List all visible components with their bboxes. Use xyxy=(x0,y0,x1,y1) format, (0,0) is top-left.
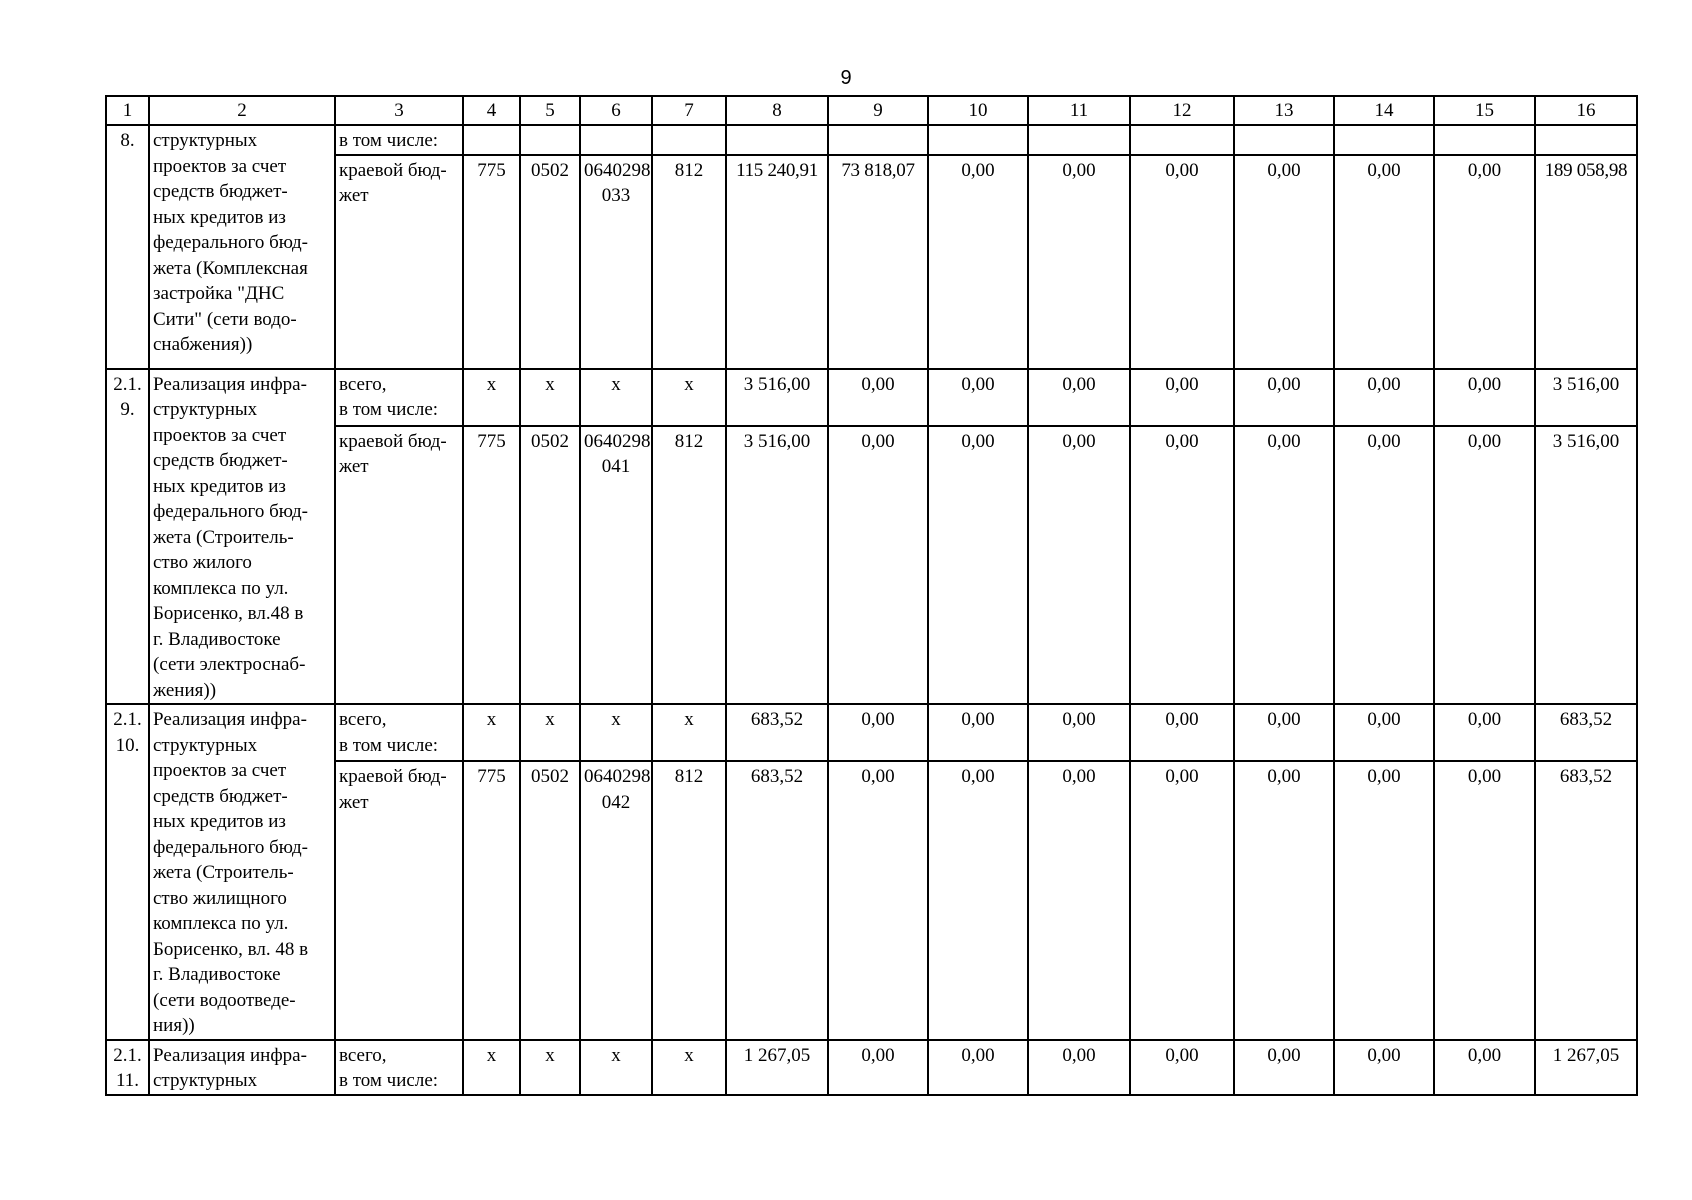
description-line: ство жилищного xyxy=(153,887,287,909)
table-row xyxy=(106,704,1637,761)
column-number-cell: 3 xyxy=(335,96,463,125)
empty-cell xyxy=(828,125,928,155)
table-row xyxy=(106,369,1637,426)
amount-cell: 683,52 xyxy=(726,704,828,761)
item-number-line: 10. xyxy=(115,734,140,756)
amount-cell: 0,00 xyxy=(1130,1040,1234,1095)
column-number-cell: 9 xyxy=(828,96,928,125)
description-line: жета (Строитель- xyxy=(153,526,294,548)
item-number-cell xyxy=(106,1040,149,1095)
vr-code-cell: 812 xyxy=(652,155,726,369)
amount-total-cell: 3 516,00 xyxy=(1535,369,1637,426)
amount-cell: 0,00 xyxy=(1334,426,1434,704)
empty-cell xyxy=(726,125,828,155)
csr-code-line: 033 xyxy=(601,185,631,206)
column-number-cell: 11 xyxy=(1028,96,1130,125)
description-line: Реализация инфра- xyxy=(153,1044,307,1066)
funding-source-cell xyxy=(335,704,463,761)
funding-source-line: краевой бюд- xyxy=(339,766,447,788)
amount-cell: 115 240,91 xyxy=(726,155,828,369)
description-line: застройка "ДНС xyxy=(153,283,285,304)
amount-cell: 0,00 xyxy=(1130,155,1234,369)
table-row xyxy=(106,426,1637,704)
vr-code-cell: x xyxy=(652,369,726,426)
column-number-cell: 2 xyxy=(149,96,335,125)
amount-cell: 0,00 xyxy=(828,704,928,761)
amount-cell: 0,00 xyxy=(1028,761,1130,1039)
description-line: проектов за счет xyxy=(153,424,287,446)
description-line: проектов за счет xyxy=(153,760,287,781)
column-number-cell: 5 xyxy=(520,96,580,125)
description-line: жета (Строитель- xyxy=(153,862,294,883)
column-number-cell: 14 xyxy=(1334,96,1434,125)
empty-cell xyxy=(580,125,652,155)
description-line: ных кредитов из xyxy=(153,811,286,832)
item-number-line: 2.1. xyxy=(113,709,142,730)
vr-code-cell: 812 xyxy=(652,761,726,1039)
funding-source-cell xyxy=(335,155,463,369)
funding-source-cell xyxy=(335,761,463,1039)
description-line: ния)) xyxy=(153,1015,195,1036)
amount-cell: 0,00 xyxy=(1434,1040,1535,1095)
empty-cell xyxy=(928,125,1028,155)
description-line: средств бюджет- xyxy=(153,181,288,202)
rzpr-code-cell: x xyxy=(520,369,580,426)
item-description-cell xyxy=(149,369,335,705)
description-line: структурных xyxy=(153,1070,258,1091)
column-number-cell: 4 xyxy=(463,96,520,125)
item-number-cell xyxy=(106,125,149,369)
amount-cell: 0,00 xyxy=(1028,426,1130,704)
description-line: ство жилого xyxy=(153,552,252,573)
empty-cell xyxy=(1130,125,1234,155)
item-number-line: 8. xyxy=(120,130,135,151)
amount-cell: 0,00 xyxy=(1434,426,1535,704)
amount-total-cell: 1 267,05 xyxy=(1535,1040,1637,1095)
column-number-cell: 8 xyxy=(726,96,828,125)
table-row xyxy=(106,155,1637,369)
vr-code-cell: x xyxy=(652,704,726,761)
funding-source-line: в том числе: xyxy=(339,1070,439,1091)
description-line: Борисенко, вл. 48 в xyxy=(153,938,309,960)
csr-code-line: 042 xyxy=(601,791,631,813)
empty-cell xyxy=(652,125,726,155)
empty-cell xyxy=(1535,125,1637,155)
grbs-code-cell: 775 xyxy=(463,426,520,704)
description-line: жения)) xyxy=(153,679,217,701)
amount-cell: 3 516,00 xyxy=(726,369,828,426)
vr-code-cell: 812 xyxy=(652,426,726,704)
empty-cell xyxy=(1028,125,1130,155)
description-line: проектов за счет xyxy=(153,155,287,177)
funding-source-line: краевой бюд- xyxy=(339,430,447,452)
description-line: Сити" (сети водо- xyxy=(153,308,297,330)
amount-cell: 0,00 xyxy=(928,761,1028,1039)
empty-cell xyxy=(1434,125,1535,155)
amount-total-cell: 683,52 xyxy=(1535,704,1637,761)
funding-source-line: всего, xyxy=(339,1044,387,1066)
description-line: Борисенко, вл.48 в xyxy=(153,603,304,624)
item-number-line: 2.1. xyxy=(113,373,142,395)
amount-cell: 0,00 xyxy=(928,155,1028,369)
csr-code-cell xyxy=(580,155,652,369)
funding-source-line: жет xyxy=(339,456,369,478)
description-line: г. Владивостоке xyxy=(153,964,281,985)
amount-cell: 0,00 xyxy=(1334,155,1434,369)
amount-cell: 1 267,05 xyxy=(726,1040,828,1095)
item-description-cell xyxy=(149,1040,335,1095)
item-description-cell xyxy=(149,704,335,1040)
page-number: 9 xyxy=(840,67,852,89)
column-number-cell: 6 xyxy=(580,96,652,125)
item-number-line: 9. xyxy=(120,399,135,420)
amount-cell: 0,00 xyxy=(1334,704,1434,761)
csr-code-line: 041 xyxy=(601,456,631,478)
grbs-code-cell: x xyxy=(463,369,520,426)
amount-cell: 0,00 xyxy=(1234,761,1334,1039)
table-row xyxy=(106,125,1637,155)
grbs-code-cell: x xyxy=(463,1040,520,1095)
column-number-cell: 7 xyxy=(652,96,726,125)
csr-code-cell: x xyxy=(580,704,652,761)
amount-cell: 0,00 xyxy=(1334,369,1434,426)
amount-cell: 3 516,00 xyxy=(726,426,828,704)
empty-cell xyxy=(1334,125,1434,155)
funding-source-line: в том числе: xyxy=(339,734,439,756)
amount-cell: 0,00 xyxy=(1130,761,1234,1039)
empty-cell xyxy=(1234,125,1334,155)
amount-total-cell: 189 058,98 xyxy=(1535,155,1637,369)
table-row xyxy=(106,1040,1637,1095)
amount-cell: 0,00 xyxy=(828,369,928,426)
amount-total-cell: 3 516,00 xyxy=(1535,426,1637,704)
rzpr-code-cell: 0502 xyxy=(520,761,580,1039)
item-number-line: 11. xyxy=(115,1070,140,1091)
amount-cell: 0,00 xyxy=(928,1040,1028,1095)
description-line: (сети электроснаб- xyxy=(153,654,306,675)
grbs-code-cell: 775 xyxy=(463,155,520,369)
csr-code-cell xyxy=(580,426,652,704)
amount-cell: 0,00 xyxy=(1130,426,1234,704)
item-number-cell xyxy=(106,369,149,705)
rzpr-code-cell: 0502 xyxy=(520,155,580,369)
amount-cell: 0,00 xyxy=(1028,1040,1130,1095)
empty-cell xyxy=(520,125,580,155)
description-line: жета (Комплексная xyxy=(153,257,308,279)
description-line: структурных xyxy=(153,399,258,420)
amount-cell: 0,00 xyxy=(1130,369,1234,426)
description-line: федерального бюд- xyxy=(153,836,308,858)
description-line: федерального бюд- xyxy=(153,232,308,253)
budget-table xyxy=(105,95,1638,1096)
description-line: (сети водоотведе- xyxy=(153,989,296,1011)
amount-cell: 0,00 xyxy=(1234,704,1334,761)
column-number-cell: 1 xyxy=(106,96,149,125)
item-description-cell xyxy=(149,125,335,369)
funding-source-cell xyxy=(335,1040,463,1095)
grbs-code-cell: x xyxy=(463,704,520,761)
column-number-cell: 12 xyxy=(1130,96,1234,125)
amount-cell: 0,00 xyxy=(1234,1040,1334,1095)
csr-code-cell: x xyxy=(580,369,652,426)
amount-cell: 0,00 xyxy=(1334,1040,1434,1095)
table-row xyxy=(106,761,1637,1039)
funding-source-cell xyxy=(335,125,463,155)
description-line: Реализация инфра- xyxy=(153,373,307,395)
amount-cell: 683,52 xyxy=(726,761,828,1039)
description-line: комплекса по ул. xyxy=(153,577,289,599)
amount-cell: 0,00 xyxy=(1028,704,1130,761)
amount-cell: 0,00 xyxy=(1434,761,1535,1039)
amount-cell: 0,00 xyxy=(828,761,928,1039)
amount-cell: 0,00 xyxy=(1234,369,1334,426)
amount-total-cell: 683,52 xyxy=(1535,761,1637,1039)
vr-code-cell: x xyxy=(652,1040,726,1095)
amount-cell: 0,00 xyxy=(1234,155,1334,369)
grbs-code-cell: 775 xyxy=(463,761,520,1039)
column-number-row xyxy=(106,96,1637,125)
funding-source-cell xyxy=(335,426,463,704)
column-number-cell: 16 xyxy=(1535,96,1637,125)
amount-cell: 0,00 xyxy=(1434,155,1535,369)
column-number-cell: 13 xyxy=(1234,96,1334,125)
rzpr-code-cell: x xyxy=(520,704,580,761)
description-line: структурных xyxy=(153,130,258,151)
description-line: ных кредитов из xyxy=(153,206,286,228)
rzpr-code-cell: x xyxy=(520,1040,580,1095)
column-number-cell: 15 xyxy=(1434,96,1535,125)
amount-cell: 0,00 xyxy=(828,426,928,704)
description-line: г. Владивостоке xyxy=(153,628,281,650)
amount-cell: 0,00 xyxy=(1028,155,1130,369)
amount-cell: 0,00 xyxy=(928,426,1028,704)
description-line: ных кредитов из xyxy=(153,475,286,497)
csr-code-cell: x xyxy=(580,1040,652,1095)
amount-cell: 0,00 xyxy=(1028,369,1130,426)
funding-source-line: всего, xyxy=(339,709,387,730)
column-number-cell: 10 xyxy=(928,96,1028,125)
amount-cell: 0,00 xyxy=(928,369,1028,426)
description-line: средств бюджет- xyxy=(153,450,288,471)
amount-cell: 0,00 xyxy=(1234,426,1334,704)
funding-source-cell xyxy=(335,369,463,426)
funding-source-line: в том числе: xyxy=(339,130,439,151)
description-line: Реализация инфра- xyxy=(153,709,307,730)
funding-source-line: жет xyxy=(339,791,369,813)
funding-source-line: всего, xyxy=(339,373,387,395)
funding-source-line: жет xyxy=(339,185,369,206)
amount-cell: 0,00 xyxy=(828,1040,928,1095)
amount-cell: 0,00 xyxy=(1130,704,1234,761)
amount-cell: 0,00 xyxy=(1334,761,1434,1039)
description-line: комплекса по ул. xyxy=(153,913,289,934)
amount-cell: 0,00 xyxy=(1434,369,1535,426)
amount-cell: 0,00 xyxy=(1434,704,1535,761)
empty-cell xyxy=(463,125,520,155)
item-number-line: 2.1. xyxy=(113,1044,142,1066)
amount-cell: 0,00 xyxy=(928,704,1028,761)
description-line: снабжения)) xyxy=(153,334,253,355)
item-number-cell xyxy=(106,704,149,1040)
funding-source-line: краевой бюд- xyxy=(339,159,447,181)
amount-cell: 73 818,07 xyxy=(828,155,928,369)
description-line: структурных xyxy=(153,734,258,756)
funding-source-line: в том числе: xyxy=(339,399,439,420)
csr-code-line: 0640298 xyxy=(584,430,651,452)
rzpr-code-cell: 0502 xyxy=(520,426,580,704)
csr-code-line: 0640298 xyxy=(584,766,651,788)
description-line: федерального бюд- xyxy=(153,501,308,522)
csr-code-cell xyxy=(580,761,652,1039)
description-line: средств бюджет- xyxy=(153,785,288,807)
csr-code-line: 0640298 xyxy=(584,159,651,181)
